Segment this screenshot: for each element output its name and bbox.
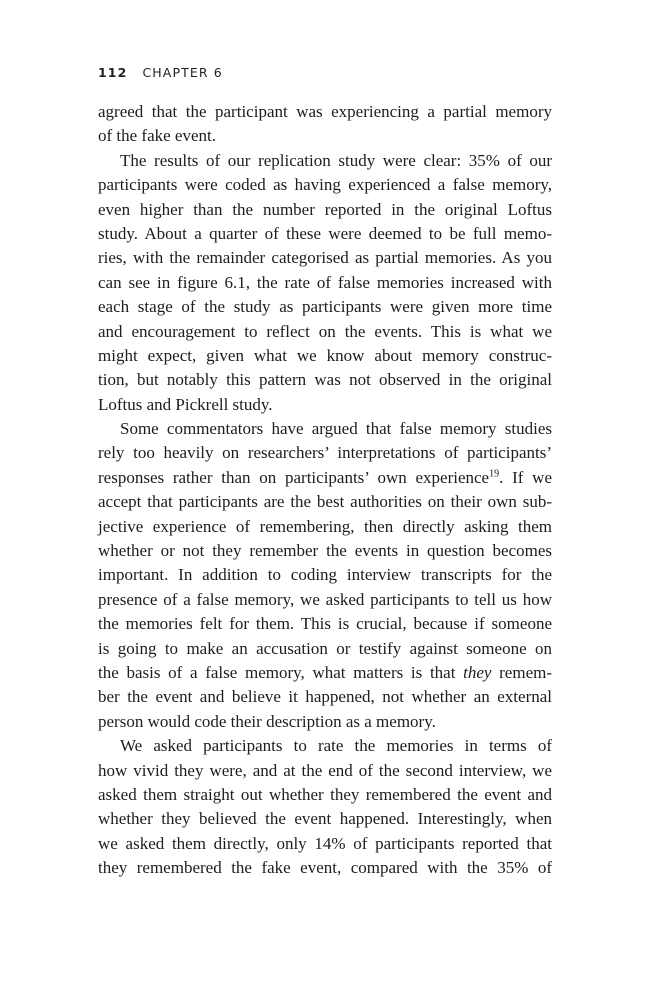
text-line: ber the event and believe it happened, not whether an external [98, 687, 552, 707]
text-line: whether they believed the event happened. Interestingly, when [98, 809, 552, 829]
text-line: participants were coded as having experienced a false memory, [98, 175, 552, 195]
text-line: jective experience of remembering, then directly asking them [98, 516, 552, 536]
text-line: Loftus and Pickrell study. [98, 394, 273, 414]
text-line: rely too heavily on researchers’ interpretations of participants’ [98, 443, 552, 463]
text-line: tion, but notably this pattern was not observed in the original [98, 370, 552, 390]
text-line: presence of a false memory, we asked participants to tell us how [98, 589, 552, 609]
paragraph-1 [98, 100, 552, 149]
text-run: responses rather than on participants’ own experience [98, 467, 490, 487]
text-line: of the fake event. [98, 126, 216, 146]
footnote-reference: 19 [489, 468, 500, 480]
text-run: . If we [499, 467, 552, 487]
text-line: agreed that the participant was experiencing a partial memory [98, 102, 552, 121]
text-line: how vivid they were, and at the end of the second interview, we [98, 760, 552, 780]
text-line: is going to make an accusation or testify against someone on [98, 638, 552, 658]
paragraph-2 [98, 149, 552, 417]
paragraph-3 [98, 417, 552, 734]
text-line: asked them straight out whether they remembered the event and [98, 784, 552, 804]
text-line-with-emphasis [98, 661, 552, 685]
text-line: study. About a quarter of these were deemed to be full memo- [98, 223, 552, 243]
text-line: we asked them directly, only 14% of participants reported that [98, 833, 552, 853]
text-line: The results of our replication study were clear: 35% of our [120, 150, 552, 170]
text-line: ries, with the remainder categorised as partial memories. As you [98, 248, 552, 268]
running-head [98, 60, 552, 86]
text-line: accept that participants are the best authorities on their own sub- [98, 492, 552, 512]
text-line: person would code their description as a memory. [98, 711, 436, 731]
text-line-with-footnote [98, 466, 552, 490]
text-line: the memories felt for them. This is crucial, because if someone [98, 614, 552, 634]
text-line: might expect, given what we know about memory construc- [98, 345, 552, 365]
text-line: whether or not they remember the events in question becomes [98, 541, 552, 561]
text-line: can see in figure 6.1, the rate of false memories increased with [98, 272, 552, 292]
paragraph-4 [98, 734, 552, 880]
text-line: important. In addition to coding interview transcripts for the [98, 565, 552, 585]
text-run: remem- [491, 662, 552, 682]
text-line: each stage of the study as participants were given more time [98, 297, 552, 317]
page-number: 112 [98, 65, 128, 80]
text-line: Some commentators have argued that false memory studies [120, 419, 552, 439]
emphasis-text: they [463, 662, 492, 682]
text-run: the basis of a false memory, what matters is that [98, 662, 464, 682]
text-line: We asked participants to rate the memories in terms of [120, 736, 552, 756]
text-line: they remembered the fake event, compared with the 35% of [98, 858, 552, 878]
book-page [98, 60, 552, 881]
text-line: and encouragement to reflect on the events. This is what we [98, 321, 552, 341]
text-line: even higher than the number reported in the original Loftus [98, 199, 552, 219]
chapter-label: CHAPTER 6 [142, 65, 223, 80]
